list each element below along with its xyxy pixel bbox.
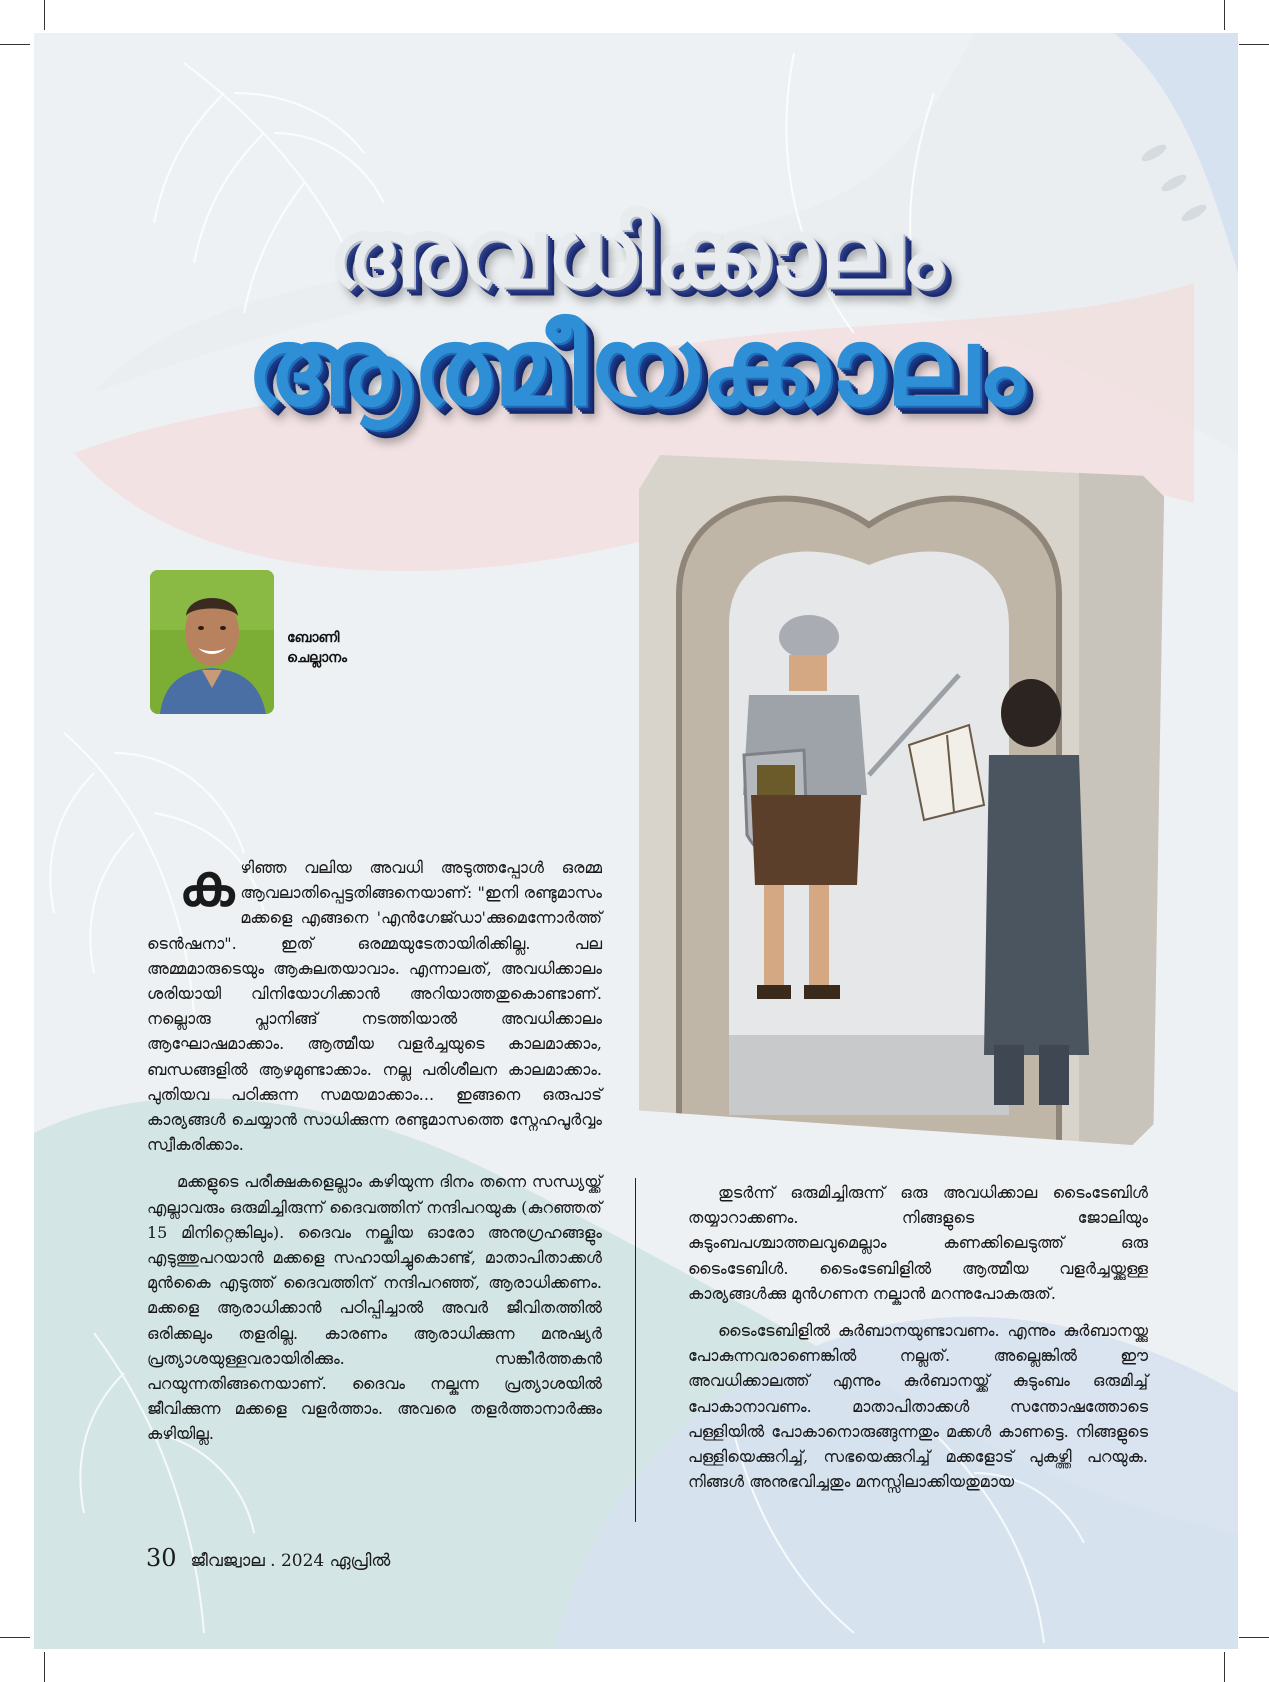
article-paragraph: തുടർന്ന് ഒരുമിച്ചിരുന്ന് ഒരു അവധിക്കാല ടൈംടേബിൾ തയ്യാറാക്കണം. നിങ്ങളുടെ ജോലിയും കുടുംബപശ്ചാത്തലവുമെല്ലാം കണക്കിലെടുത്ത് ഒരു ടൈംടേബിൾ. ടൈംടേബിളിൽ ആത്മീയ വളർച്ചയ്ക്കുള്ള കാര്യങ്ങൾക്കു മുൻഗണന നല്കാൻ മറന്നുപോകരുത്. (688, 1183, 1148, 1303)
crop-mark (0, 44, 30, 45)
article-paragraph: ടൈംടേബിളിൽ കുർബാനയുണ്ടാവണം. എന്നും കുർബാനയ്ക്കു പോകുന്നവരാണെങ്കിൽ നല്ലത്. അല്ലെങ്കിൽ ഈ അവധിക്കാലത്ത് എന്നും കുർബാനയ്ക്ക് കുടുംബം ഒരുമിച്ച് പോകാനാവണം. മാതാപിതാക്കൾ സന്തോഷത്തോടെ പള്ളിയിൽ പോകാനൊരുങ്ങുന്നതും മക്കൾ കാണട്ടെ. നിങ്ങളുടെ പള്ളിയെക്കുറിച്ച്, സഭയെക്കുറിച്ച് മക്കളോട് പുകഴ്ത്തി പറയുക. നിങ്ങൾ അനുഭവിച്ചതും മനസ്സിലാക്കിയതുമായ (688, 1321, 1148, 1492)
article-paragraph: മക്കളുടെ പരീക്ഷകളെല്ലാം കഴിയുന്ന ദിനം തന്നെ സന്ധ്യയ്ക്ക് എല്ലാവരും ഒരുമിച്ചിരുന്ന് ദൈവത്തിന് നന്ദിപറയുക (കുറഞ്ഞത് 15 മിനിറ്റെങ്കിലും). ദൈവം നല്കിയ ഓരോ അനുഗ്രഹങ്ങളും എടുത്തുപറയാൻ മക്കളെ സഹായിച്ചുകൊണ്ട്, മാതാപിതാക്കൾ മുൻകൈ എടുത്ത് ദൈവത്തിന് നന്ദിപറഞ്ഞ്, ആരാധിക്കണം. മക്കളെ ആരാധിക്കാൻ പഠിപ്പിച്ചാൽ അവർ ജീവിതത്തിൽ ഒരിക്കലും തളരില്ല. കാരണം ആരാധിക്കുന്ന മനുഷ്യർ പ്രത്യാശയുള്ളവരായിരിക്കും. സങ്കീർത്തകൻ പറയുന്നതിങ്ങനെയാണ്. ദൈവം നല്കുന്ന പ്രത്യാശയിൽ ജീവിക്കുന്ന മക്കളെ വളർത്താം. അവരെ തളർത്താനാർക്കും കഴിയില്ല. (147, 1172, 602, 1444)
headline (34, 198, 1238, 428)
headline-line-2: ആത്മീയക്കാലം (246, 305, 1026, 430)
article-column-right (688, 1180, 1148, 1494)
crop-mark (44, 0, 45, 30)
author-name-line-1: ബോണി (287, 630, 340, 646)
page-number: 30 (146, 1544, 177, 1572)
magazine-page (34, 33, 1238, 1649)
publication-title: ജീവജ്വാല . 2024 ഏപ്രിൽ (190, 1551, 391, 1571)
crop-mark (0, 1637, 30, 1638)
mirror-illustration (639, 455, 1164, 1145)
author-portrait-image (150, 570, 274, 714)
crop-mark (1224, 0, 1225, 30)
crop-mark (1239, 44, 1269, 45)
author-name (287, 628, 407, 668)
crop-mark (44, 1652, 45, 1682)
headline-line-1: അവധിക്കാലം (327, 197, 945, 309)
author-photo (150, 570, 274, 714)
crop-mark (1224, 1652, 1225, 1682)
author-name-line-2: ചെല്ലാനം (287, 650, 348, 666)
drop-cap: ക (179, 851, 235, 919)
article-paragraph (147, 851, 602, 1157)
paragraph-text: ഴിഞ്ഞ വലിയ അവധി അടുത്തപ്പോൾ ഒരമ്മ ആവലാതിപ്പെട്ടതിങ്ങനെയാണ്: "ഇനി രണ്ടുമാസം മക്കളെ എങ്ങനെ 'എൻഗേജ്ഡാ'ക്കുമെന്നോർത്ത് ടെൻഷനാ". ഇത് ഒരമ്മയുടേതായിരിക്കില്ല. പല അമ്മമാരുടെയും ആകുലതയാവാം. എന്നാലത്, അവധിക്കാലം ശരിയായി വിനിയോഗിക്കാൻ അറിയാത്തതുകൊണ്ടാണ്. നല്ലൊരു പ്ലാനിങ്ങ് നടത്തിയാൽ അവധിക്കാലം ആഘോഷമാക്കാം. ആത്മീയ വളർച്ചയുടെ കാലമാക്കാം, ബന്ധങ്ങളിൽ ആഴമുണ്ടാക്കാം. നല്ല പരിശീലന കാലമാക്കാം. പുതിയവ പഠിക്കുന്ന സമയമാക്കാം... ഇങ്ങനെ ഒരുപാട് കാര്യങ്ങൾ ചെയ്യാൻ സാധിക്കുന്ന രണ്ടുമാസത്തെ സ്നേഹപൂർവ്വം സ്വീകരിക്കാം. (147, 858, 602, 1155)
article-column-left (147, 851, 602, 1447)
crop-mark (1239, 1637, 1269, 1638)
page-footer (146, 1544, 390, 1572)
column-divider (635, 1178, 636, 1522)
feature-photo (639, 455, 1164, 1145)
